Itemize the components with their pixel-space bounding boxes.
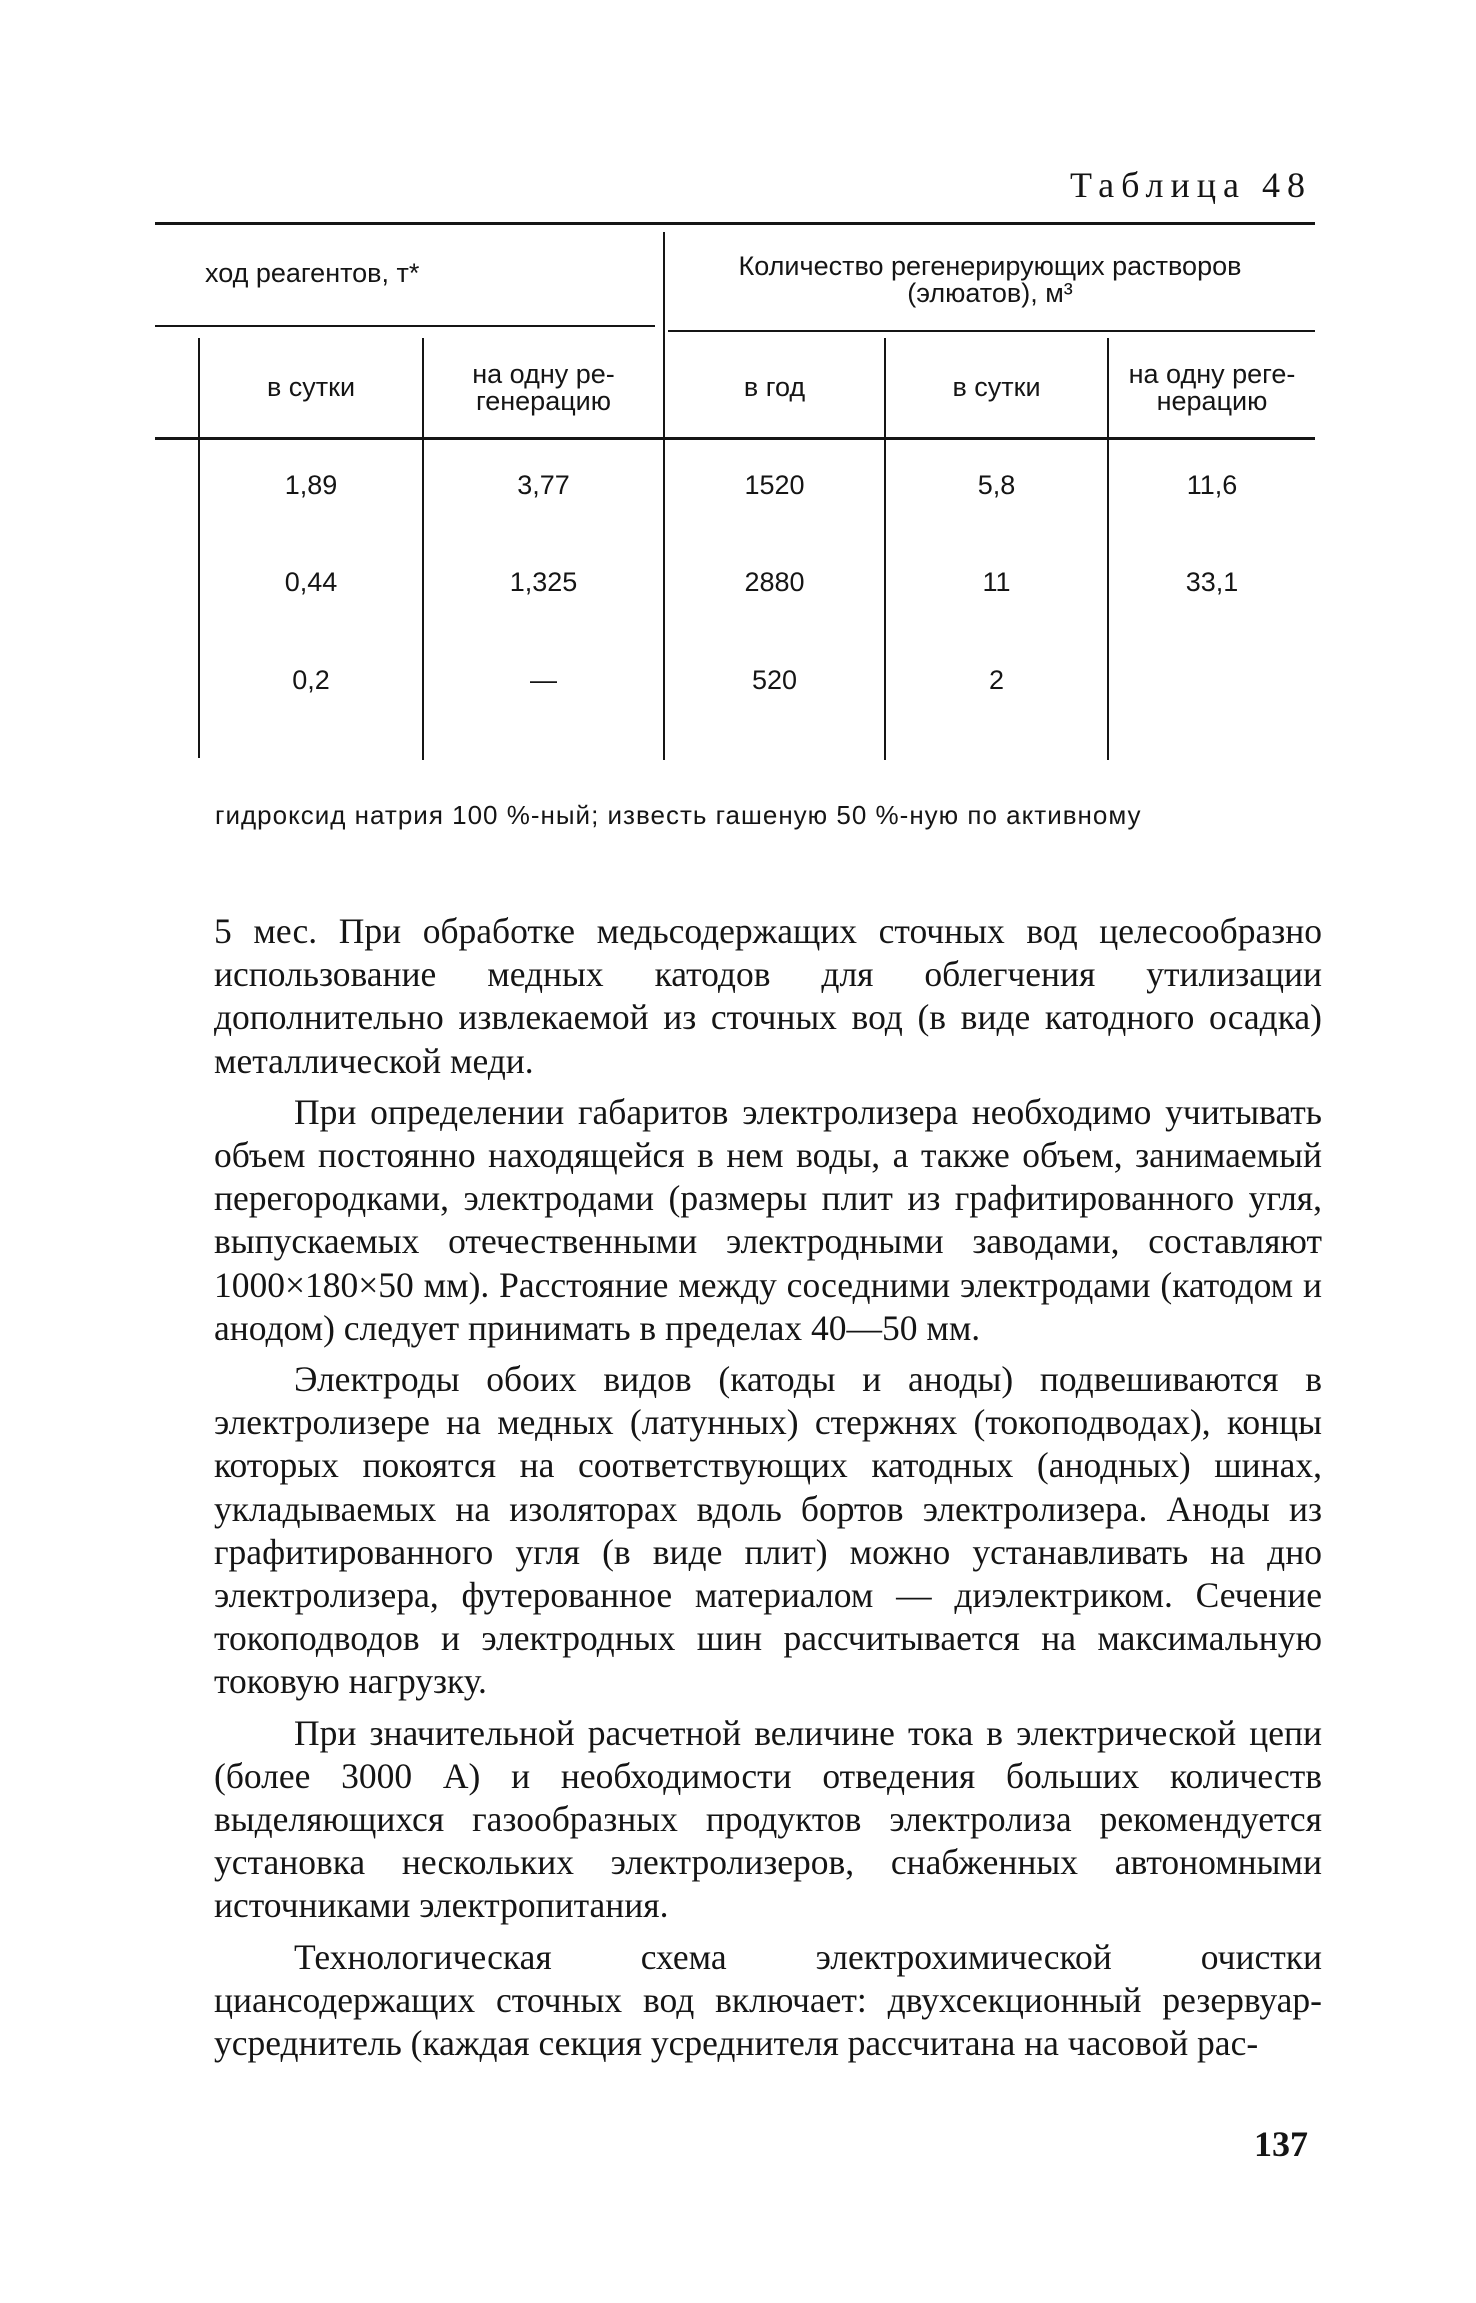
header-group-left-text: ход реагентов, т* (205, 257, 420, 288)
paragraph: При значительной расчетной величине тока в электрической цепи (более 3000 А) и необходимости отведения больших количеств выделяющихся газообразных продуктов электролиза рекомендуется установка нескольких электролизеров, снабженных автономными источниками электропитания. (214, 1712, 1322, 1926)
table-group-rule-right (668, 330, 1315, 332)
table-footnote: гидроксид натрия 100 %-ный; известь гашеную 50 %-ную по активному (215, 800, 1142, 830)
table-top-rule (155, 222, 1315, 225)
header-group-right-line1: Количество регенерирующих растворов (738, 251, 1242, 281)
paragraph: При определении габаритов электролизера необходимо учитывать объем постоянно находящейся в нем воды, а также объем, занимаемый перегородками, электродами (размеры плит из графитированного угля, выпускаемых отечественными электродными заводами, составляют 1000×180×50 мм). Расстояние между соседними электродами (катодом и анодом) следует принимать в пределах 40—50 мм. (214, 1091, 1322, 1348)
table-cell: 0,44 (284, 566, 338, 597)
table-cell: 11,6 (1186, 469, 1238, 500)
table-cell: 11 (982, 566, 1011, 597)
col-header-1-text: в сутки (266, 372, 356, 402)
col-header-2-line2: генерацию (475, 385, 612, 416)
paragraph: 5 мес. При обработке медьсодержащих сточных вод целесообразно использование медных катодов для облегчения утилизации дополнительно извлекаемой из сточных вод (в виде катодного осадка) металлической меди. (214, 911, 1322, 1081)
table-header-rule (155, 437, 1315, 440)
table-cell: 33,1 (1185, 566, 1239, 597)
paragraph: Электроды обоих видов (катоды и аноды) подвешиваются в электролизере на медных (латунных) стержнях (токоподводах), концы которых покоятся на соответствующих катодных (анодных) шинах, укладываемых на изоляторах вдоль бортов электролизера. Аноды из графитированного угля (в виде плит) можно устанавливать на дно электролизера, футерованное материалом — диэлектриком. Сечение токоподводов и электродных шин рассчитывается на максимальную токовую нагрузку. (214, 1359, 1322, 1702)
col-header-2-line1: на одну ре- (472, 358, 615, 389)
col-header-4 (886, 340, 1107, 435)
table-cell: 0,2 (292, 664, 330, 695)
header-group-right (665, 250, 1315, 310)
table-cell: 520 (751, 664, 798, 695)
col-header-1 (200, 340, 422, 435)
table-cell: — (530, 664, 557, 695)
col-header-3 (665, 340, 884, 435)
page-number: 137 (1254, 2124, 1308, 2164)
table-group-rule-left (155, 325, 655, 327)
col-header-3-text: в год (743, 372, 806, 402)
header-group-left (155, 248, 495, 298)
table-cell: 2 (988, 664, 1005, 695)
table-caption: Таблица 48 (1070, 165, 1312, 205)
col-header-4-text: в сутки (952, 372, 1041, 402)
table-cell: 1,325 (509, 566, 578, 597)
table-cell: 3,77 (517, 469, 570, 500)
table-cell: 1,89 (284, 469, 338, 500)
col-header-5 (1109, 340, 1315, 435)
col-header-5-line2: нерацию (1156, 385, 1268, 416)
col-header-5-line1: на одну реге- (1128, 358, 1296, 389)
table-cell: 5,8 (977, 469, 1016, 500)
table-cell: 2880 (744, 566, 805, 597)
paragraph: Технологическая схема электрохимической очистки циансодержащих сточных вод включает: двухсекционный резервуар-усреднитель (каждая секция усреднителя рассчитана на часовой рас- (214, 1936, 1322, 2064)
table-cell: 1520 (744, 469, 805, 500)
col-header-2 (424, 340, 663, 435)
table-cell (1109, 655, 1315, 705)
header-group-right-line2: (элюатов), м³ (907, 278, 1073, 308)
body-text (214, 910, 1322, 2065)
